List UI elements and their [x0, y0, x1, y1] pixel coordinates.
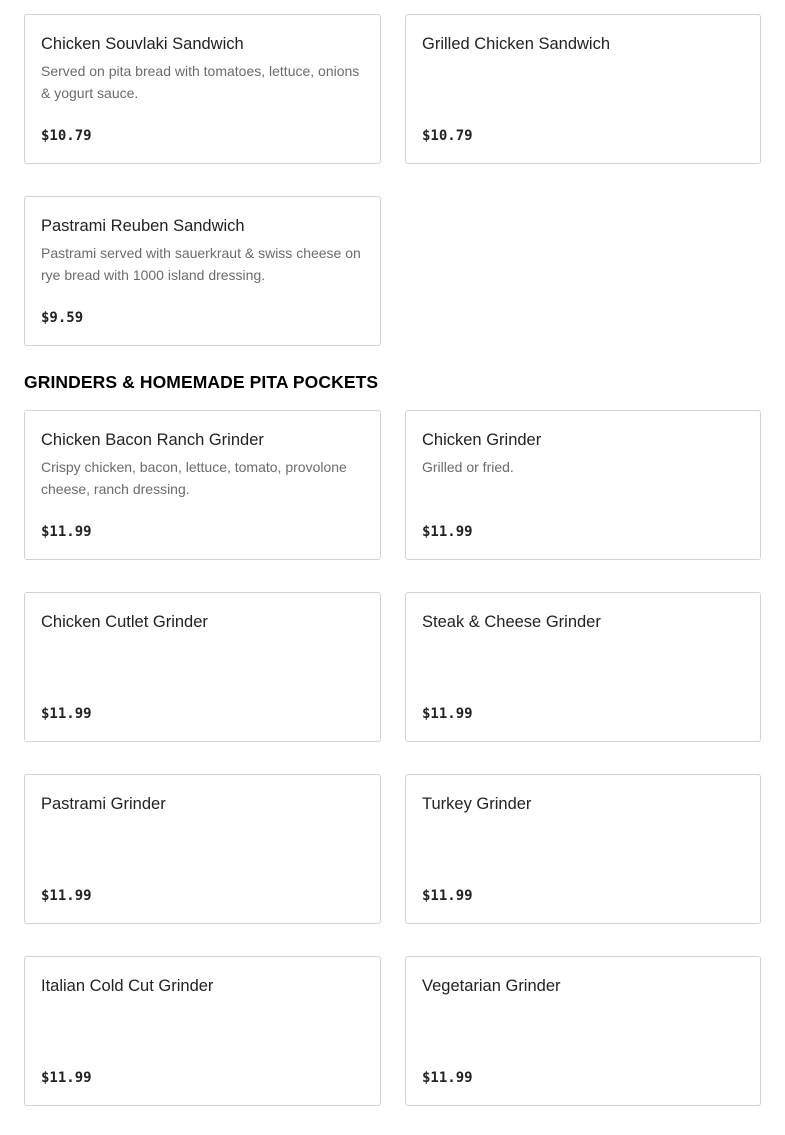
menu-item-card[interactable] — [405, 592, 761, 742]
menu-item-name: Chicken Grinder — [422, 431, 542, 449]
menu-item-price: $11.99 — [422, 706, 473, 722]
menu-item-name: Chicken Bacon Ranch Grinder — [41, 431, 264, 449]
menu-item-price: $11.99 — [41, 706, 92, 722]
menu-item-name: Turkey Grinder — [422, 795, 532, 813]
menu-item-description: Pastrami served with sauerkraut & swiss cheese on rye bread with 1000 island dressing. — [41, 245, 361, 283]
menu-item-card[interactable] — [24, 14, 381, 164]
section-heading: GRINDERS & HOMEMADE PITA POCKETS — [24, 372, 379, 392]
menu-item-card[interactable] — [24, 592, 381, 742]
menu-item-name: Grilled Chicken Sandwich — [422, 35, 611, 53]
menu-item-price: $11.99 — [422, 888, 473, 904]
menu-item-price: $11.99 — [422, 1070, 473, 1086]
menu-item-price: $11.99 — [41, 888, 92, 904]
menu-item-card[interactable] — [405, 410, 761, 560]
menu-item-name: Steak & Cheese Grinder — [422, 613, 601, 631]
menu-item-name: Chicken Souvlaki Sandwich — [41, 35, 244, 53]
menu-item-name: Vegetarian Grinder — [422, 977, 561, 995]
menu-item-name: Italian Cold Cut Grinder — [41, 977, 214, 995]
menu-item-card[interactable] — [24, 196, 381, 346]
menu-item-description: Grilled or fried. — [422, 459, 514, 475]
menu-item-card[interactable] — [24, 956, 381, 1106]
menu-item-card[interactable] — [24, 410, 381, 560]
menu-item-name: Chicken Cutlet Grinder — [41, 613, 208, 631]
menu-item-description: Served on pita bread with tomatoes, lettuce, onions & yogurt sauce. — [41, 63, 360, 101]
menu-item-card[interactable] — [405, 774, 761, 924]
menu-item-price: $9.59 — [41, 310, 84, 326]
menu-item-name: Pastrami Grinder — [41, 795, 166, 813]
menu-item-price: $11.99 — [41, 524, 92, 540]
menu-item-price: $11.99 — [422, 524, 473, 540]
menu-item-card[interactable] — [405, 14, 761, 164]
menu-item-price: $11.99 — [41, 1070, 92, 1086]
menu-item-name: Pastrami Reuben Sandwich — [41, 217, 245, 235]
menu-item-card[interactable] — [405, 956, 761, 1106]
menu-item-price: $10.79 — [41, 128, 92, 144]
menu-item-price: $10.79 — [422, 128, 473, 144]
menu-item-card[interactable] — [24, 774, 381, 924]
menu-item-description: Crispy chicken, bacon, lettuce, tomato, provolone cheese, ranch dressing. — [41, 459, 347, 497]
